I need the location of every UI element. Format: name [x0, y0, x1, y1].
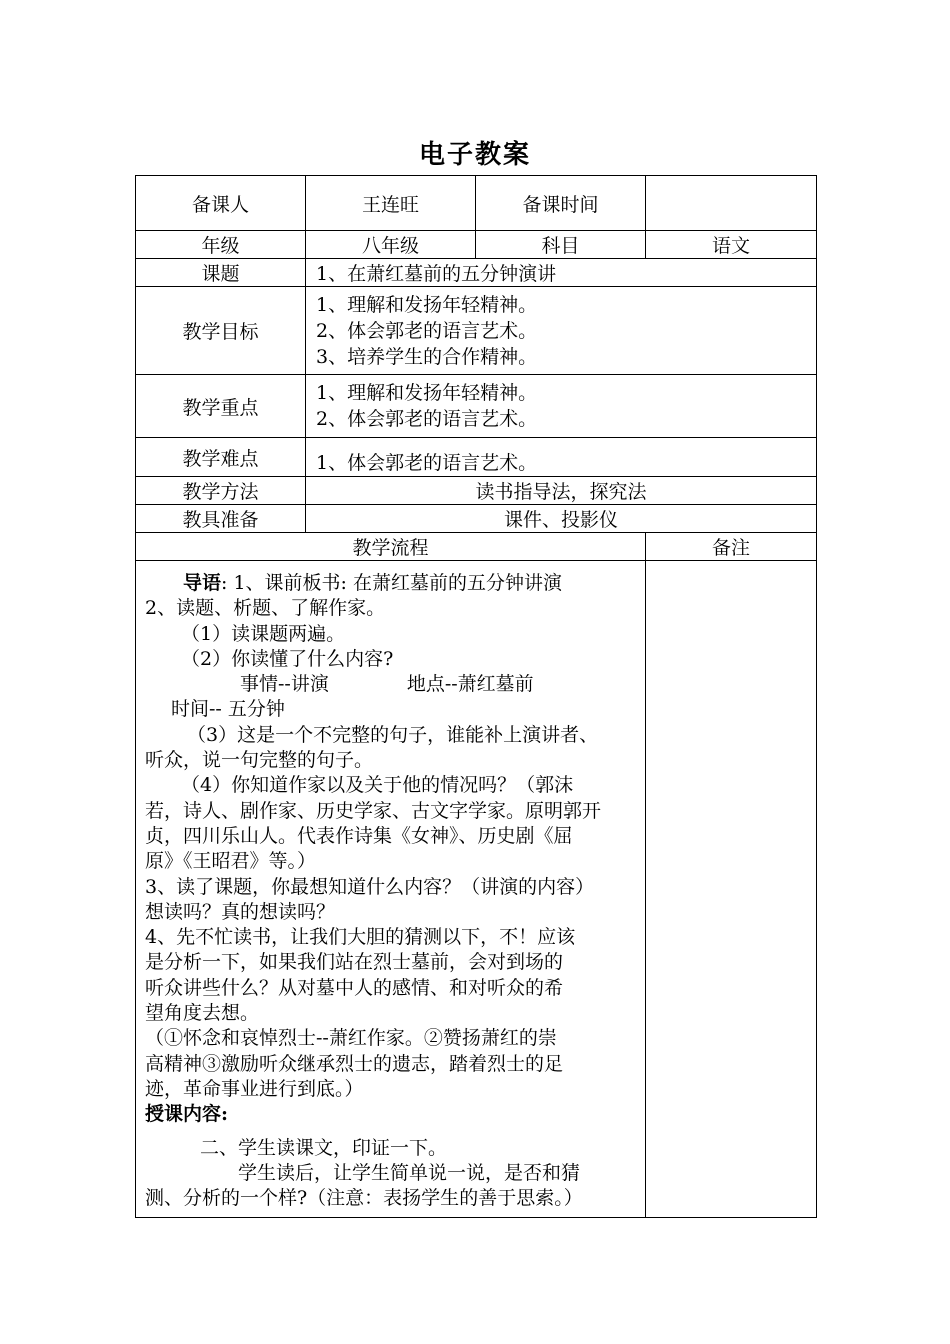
subject-label: 科目 [476, 231, 646, 259]
row-tools [136, 505, 817, 533]
topic-label: 课题 [136, 259, 306, 287]
flow-line: 4、先不忙读书，让我们大胆的猜测以下，不！应该 [145, 926, 576, 949]
flow-line: （1）读课题两遍。 [181, 622, 346, 645]
methods-value: 读书指导法，探究法 [306, 477, 817, 505]
process-label: 教学流程 [136, 533, 646, 561]
row-flow-content [136, 561, 817, 1218]
row-key-points [136, 375, 817, 438]
content-heading: 授课内容: [145, 1103, 229, 1126]
difficulty-item: 1、体会郭老的语言艺术。 [316, 452, 538, 474]
flow-line: （3）这是一个不完整的句子，谁能补上演讲者、 [187, 723, 599, 746]
key-points-list [306, 375, 817, 438]
prep-time-value [646, 176, 817, 231]
tools-label: 教具准备 [136, 505, 306, 533]
row-preparer [136, 176, 817, 231]
page-title: 电子教案 [418, 140, 531, 170]
intro-heading: 导语 [183, 572, 222, 594]
goal-item: 2、体会郭老的语言艺术。 [316, 319, 538, 342]
flow-line: 听众，说一句完整的句子。 [145, 749, 374, 772]
difficulties-list [306, 438, 817, 477]
flow-line: 迹，革命事业进行到底。） [145, 1077, 364, 1100]
flow-line: 望角度去想。 [145, 1002, 260, 1025]
intro-text: : 1、课前板书: 在萧红墓前的五分钟讲演 [221, 572, 562, 594]
row-grade [136, 231, 817, 259]
grade-label: 年级 [136, 231, 306, 259]
flow-line: 想读吗？真的想读吗？ [145, 900, 336, 923]
flow-line: 时间-- 五分钟 [171, 698, 285, 721]
row-difficulties [136, 438, 817, 477]
flow-line: 高精神③激励听众继承烈士的遗志，踏着烈士的足 [145, 1052, 564, 1075]
row-topic [136, 259, 817, 287]
flow-line: （①怀念和哀悼烈士--萧红作家。②赞扬萧红的崇 [145, 1027, 557, 1050]
methods-label: 教学方法 [136, 477, 306, 505]
row-flow-header [136, 533, 817, 561]
difficulties-label: 教学难点 [136, 438, 306, 477]
preparer-label: 备课人 [136, 176, 306, 231]
lesson-plan-table [135, 175, 817, 1218]
key-point-item: 2、体会郭老的语言艺术。 [316, 408, 538, 430]
flow-line: 是分析一下，如果我们站在烈士墓前，会对到场的 [145, 951, 564, 974]
flow-line: 3、读了课题，你最想知道什么内容？（讲演的内容） [145, 875, 595, 898]
flow-line: （2）你读懂了什么内容? [181, 647, 394, 670]
flow-line: 地点--萧红墓前 [406, 673, 534, 696]
flow-line: 二、学生读课文，印证一下。 [200, 1136, 448, 1159]
notes-label: 备注 [646, 533, 817, 561]
topic-value: 1、在萧红墓前的五分钟演讲 [306, 259, 817, 287]
notes-cell [646, 561, 817, 1218]
tools-value: 课件、投影仪 [306, 505, 817, 533]
row-goals [136, 287, 817, 375]
goal-item: 3、培养学生的合作精神。 [316, 345, 538, 368]
prep-time-label: 备课时间 [476, 176, 646, 231]
flow-line: 听众讲些什么？从对墓中人的感情、和对听众的希 [145, 976, 564, 999]
row-methods [136, 477, 817, 505]
flow-line: 若，诗人、剧作家、历史学家、古文字学家。原明郭开 [145, 799, 602, 822]
flow-line: 贞，四川乐山人。代表作诗集《女神》、历史剧《屈 [145, 824, 573, 847]
flow-line: 原》《王昭君》等。） [145, 850, 317, 873]
key-points-label: 教学重点 [136, 375, 306, 438]
goals-label: 教学目标 [136, 287, 306, 375]
goals-list [306, 287, 817, 375]
goal-item: 1、理解和发扬年轻精神。 [316, 293, 538, 316]
preparer-value: 王连旺 [306, 176, 476, 231]
key-point-item: 1、理解和发扬年轻精神。 [316, 382, 538, 404]
teaching-process [136, 561, 646, 1218]
grade-value: 八年级 [306, 231, 476, 259]
flow-line: 2、读题、析题、了解作家。 [145, 597, 386, 620]
flow-line: 学生读后，让学生简单说一说，是否和猜 [238, 1161, 581, 1184]
flow-line: 事情--讲演 [240, 673, 329, 696]
flow-line: 测、分析的一个样?（注意：表扬学生的善于思索。） [145, 1187, 583, 1210]
subject-value: 语文 [646, 231, 817, 259]
flow-line: （4）你知道作家以及关于他的情况吗？（郭沫 [181, 774, 574, 797]
